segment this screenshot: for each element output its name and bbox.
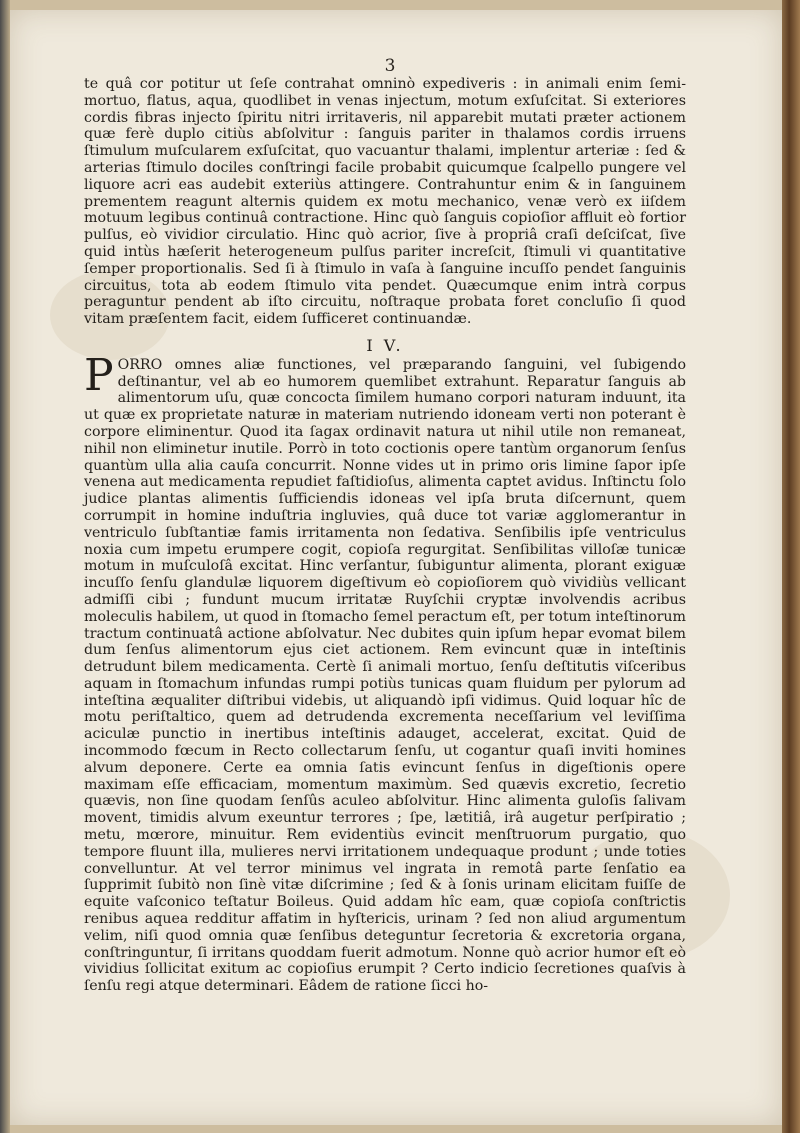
section-heading: I V. xyxy=(366,335,404,355)
paragraph-text: ORRO omnes aliæ functiones, vel præparando ſanguini, vel ſubigendo deſtinantur, vel ab eo humorem quemlibet extrahunt. Reparatur ſanguis ab alimentorum uſu, quæ concocta ſimilem humano corpori naturam induunt, ita ut quæ ex proprietate naturæ in materiam nutriendo idoneam verti non poterant è corpore eliminentur. Quod ita ſagax ordinavit natura ut nihil utile non remaneat, nihil non eliminetur inutile. Porrò in toto coctionis opere tantùm organorum ſenſus quantùm ulla alia cauſa concurrit. Nonne vides ut in primo oris limine ſapor ipſe venena aut medicamenta repudiet faſtidioſus, alimenta captet avidus. Inſtinctu ſolo judice plantas alimentis ſufficiendis idoneas vel ipſa bruta diſcernunt, quem corrumpit in homine induſtria ingluvies, quâ duce tot variæ agglomerantur in ventriculo ſubſtantiæ famis irritamenta non ſedativa. Senſibilis ipſe ventriculus noxia cum impetu erumpere cogit, copioſa regurgitat. Senſibilitas villoſæ tunicæ motum in muſculoſâ excitat. Hinc verſantur, ſubiguntur alimenta, plorant exiguæ incuſſo ſenſu glandulæ liquorem digeſtivum eò copioſiorem quò vividiùs vellicant admiſſi cibi ; fundunt mucum irritatæ Ruyſchii cryptæ involvendis acribus moleculis habilem, ut quod in ſtomacho ſemel peractum eſt, per totum inteſtinorum tractum continuatâ actione abſolvatur. Nec dubites quin ipſum hepar evomat bilem dum ſenſus alimentorum ejus ciet actionem. Rem evincunt quæ in inteſtinis detrudunt bilem medicamenta. Certè ſi animali mortuo, ſenſu deſtitutis viſceribus aquam in ſtomachum infundas rumpi potiùs tunicas quam fluidum per pylorum ad inteſtina æqualiter diſtribui videbis, ut aliquandò ipſi vidimus. Quid loquar hîc de motu periſtaltico, quem ad detrudenda excrementa neceſſarium vel leviſſima aciculæ punctio in inertibus inteſtinis adauget, accelerat, excitat. Quid de incommodo fœcum in Recto collectarum ſenſu, ut cogantur quaſi inviti homines alvum deponere. Certe ea omnia ſatis evincunt ſenſus in digeſtionis opere maximam eſſe efficaciam, momentum maximùm. Sed quævis excretio, ſecretio quævis, non ſine quodam ſenſûs aculeo abſolvitur. Hinc alimenta guloſis ſalivam movent, timidis alvum exeuntur terrores ; ſpe, lætitiâ, irâ augetur perſpiratio ; metu, mœrore, minuitur. Rem evidentiùs evincit menſtruorum purgatio, quo tempore fluunt illa, mulieres nervi irritationem undequaque produnt ; unde toties convelluntur. At vel terror minimus vel ingrata in remotâ parte ſenſatio ea ſupprimit ſubitò non ſinè vitæ diſcrimine ; ſed & à ſonis urinam elicitam fuiſſe de equite vaſconico teſtatur Boileus. Quid addam hîc eam, quæ copioſa conſtrictis renibus aquea redditur affatim in hyſtericis, urinam ? ſed non aliud argumentum velim, niſi quod omnia quæ ſenſibus deteguntur ſecretoria & excretoria organa, conſtringuntur, ſi irritans quoddam fuerit admotum. Nonne quò acrior humor eſt eò vividius ſollicitat exitum ac copioſius erumpit ? Certo indicio ſecretiones quaſvis à ſenſu regi atque determinari. Eâdem de ratione ſicci ho- xyxy=(84,356,686,995)
book-edge-right xyxy=(782,0,800,1133)
body-text xyxy=(84,76,686,995)
paragraph-with-drop-cap xyxy=(84,349,686,995)
page-number: 3 xyxy=(384,56,396,76)
book-binding-edge-left xyxy=(0,0,10,1133)
drop-cap: P xyxy=(84,349,114,401)
paragraph: te quâ cor potitur ut ſeſe contrahat omninò expediveris : in animali enim ſemi-mortuo, flatus, aqua, quodlibet in venas injectum, motum exſuſcitat. Si exteriores cordis fibras injecto ſpiritu nitri irritaveris, nil apparebit mutati præter actionem quæ ferè duplo citiùs abſolvitur : ſanguis pariter in thalamos cordis irruens ſtimulum muſcularem exſuſcitat, quo vacuantur thalami, implentur arteriæ : ſed & arterias ſtimulo dociles conſtringi facile probabit quicumque ſcalpello pungere vel liquore acri eas audebit exteriùs attingere. Contrahuntur enim & in ſanguinem prementem reagunt alternis quidem ex motu mechanico, venæ verò ex iiſdem motuum legibus continuâ contractione. Hinc quò ſanguis copioſior affluit eò fortior pulſus, eò vividior circulatio. Hinc quò acrior, ſive à propriâ craſi deſciſcat, ſive quid intùs hæſerit heterogeneum pulſus pariter increſcit, ſtimuli vi quantitative ſemper proportionalis. Sed ſi à ſtimulo in vaſa à ſanguine incuſſo pendet ſanguinis circuitus, tota ab eodem ſtimulo vita pendet. Quæcumque enim intrà corpus peraguntur pendent ab iſto circuitu, noſtraque probata foret concluſio ſi quod vitam præſentem facit, eidem ſufficeret continuandæ. xyxy=(84,76,686,328)
